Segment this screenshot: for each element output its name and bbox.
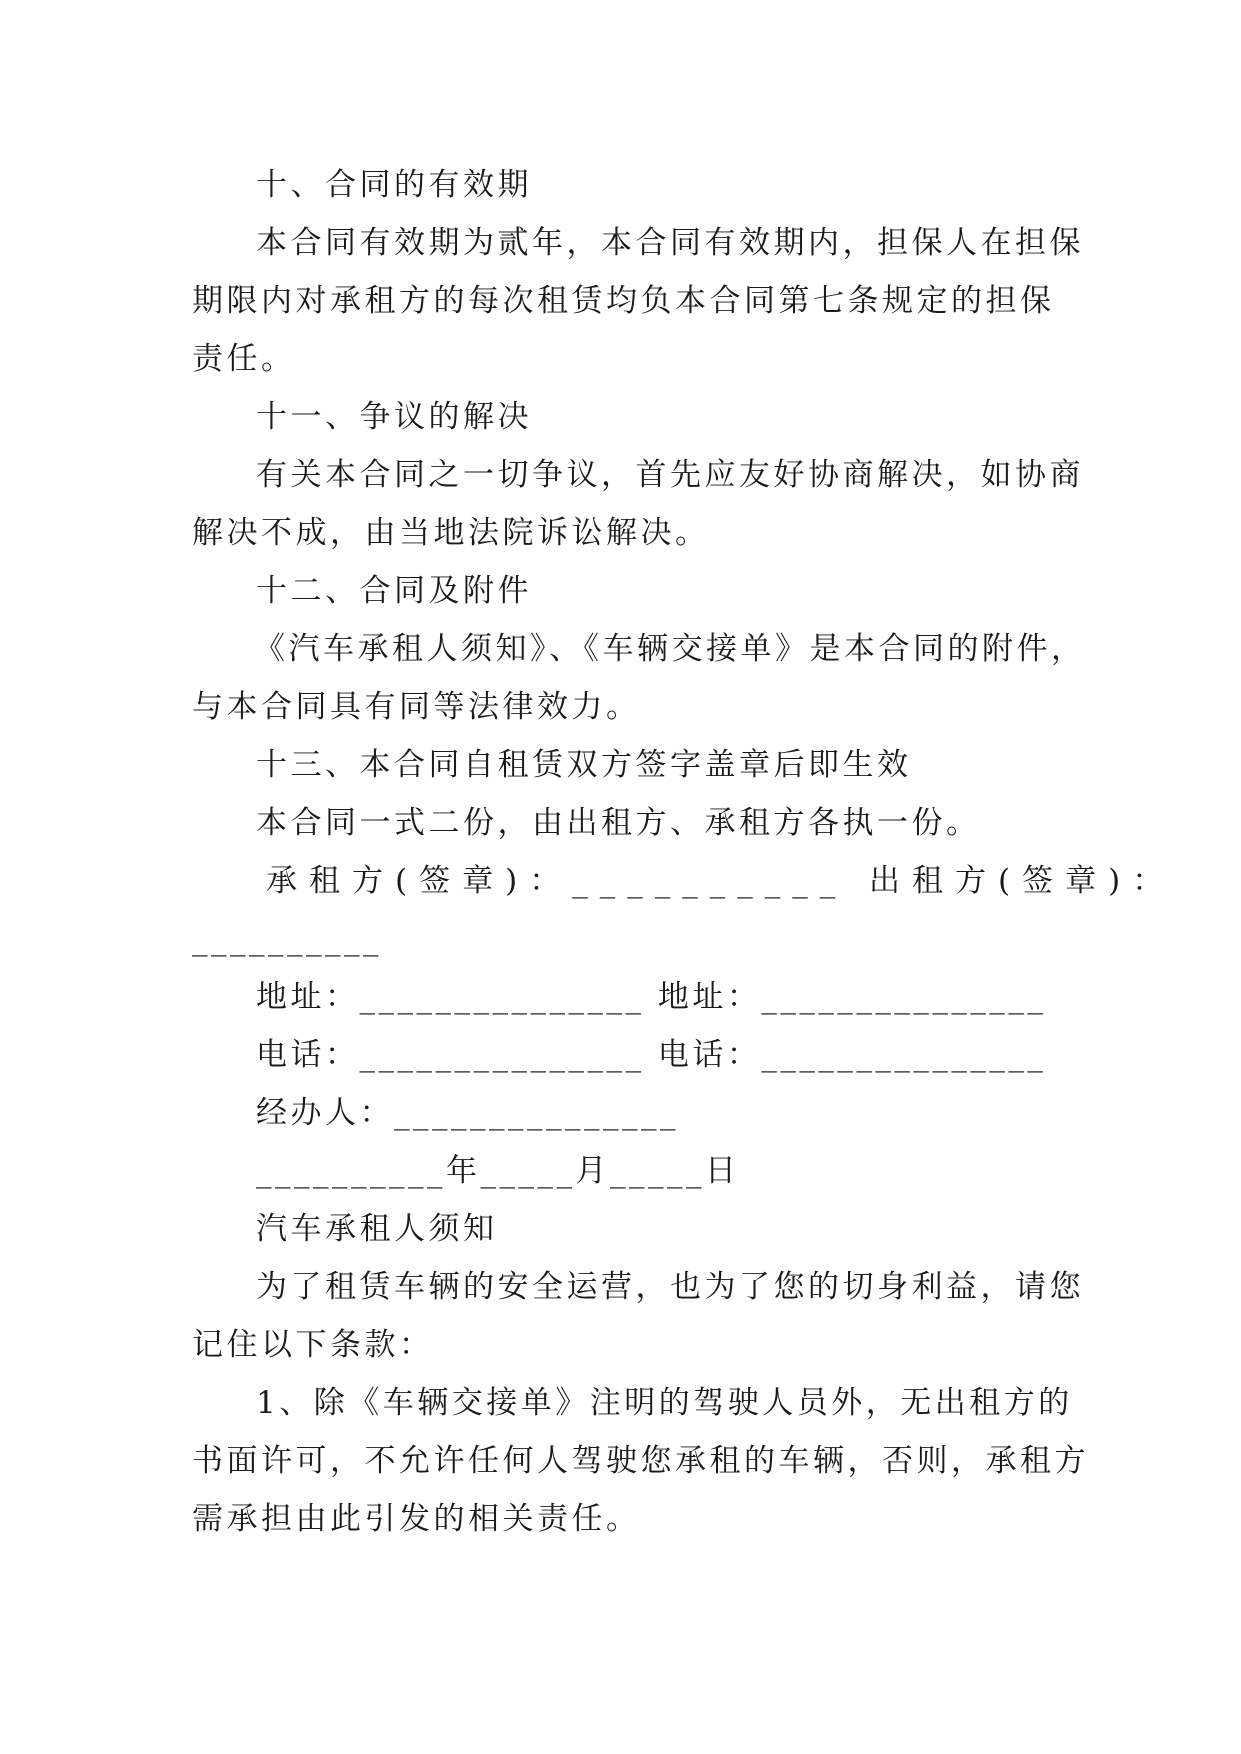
phone-line: 电话：_______________ 电话：_______________ <box>256 1037 1047 1073</box>
section-12-heading: 十二、合同及附件 <box>256 573 532 609</box>
paragraph-line: 需承担由此引发的相关责任。 <box>192 1501 641 1537</box>
paragraph-line: 责任。 <box>192 341 296 377</box>
notice-title: 汽车承租人须知 <box>256 1211 498 1247</box>
paragraph-line: 有关本合同之一切争议，首先应友好协商解决，如协商 <box>256 457 1084 493</box>
paragraph-line: 本合同一式二份，由出租方、承租方各执一份。 <box>256 805 981 841</box>
section-11-heading: 十一、争议的解决 <box>256 399 532 435</box>
paragraph-line: 期限内对承租方的每次租赁均负本合同第七条规定的担保 <box>192 283 1055 319</box>
section-10-heading: 十、合同的有效期 <box>256 167 532 203</box>
paragraph-line: 与本合同具有同等法律效力。 <box>192 689 641 725</box>
date-line: __________年_____月_____日 <box>256 1153 740 1189</box>
paragraph-line: 《汽车承租人须知》、《车辆交接单》是本合同的附件， <box>254 631 1086 667</box>
paragraph-line: 记住以下条款： <box>192 1327 434 1363</box>
paragraph-line: 解决不成，由当地法院诉讼解决。 <box>192 515 710 551</box>
paragraph-line: 本合同有效期为贰年，本合同有效期内，担保人在担保 <box>256 225 1084 261</box>
signature-blank: __________ <box>192 921 382 957</box>
section-13-heading: 十三、本合同自租赁双方签字盖章后即生效 <box>256 747 912 783</box>
document-body <box>192 156 1176 1548</box>
paragraph-line: 为了租赁车辆的安全运营，也为了您的切身利益，请您 <box>256 1269 1084 1305</box>
paragraph-line: 1、除《车辆交接单》注明的驾驶人员外，无出租方的 <box>256 1385 1073 1421</box>
handler-line: 经办人：_______________ <box>256 1095 679 1131</box>
address-line: 地址：_______________ 地址：_______________ <box>256 979 1047 1015</box>
paragraph-line: 书面许可，不允许任何人驾驶您承租的车辆，否则，承租方 <box>192 1443 1089 1479</box>
signature-line: 承租方(签章)：__________ 出租方(签章)： <box>266 863 1176 899</box>
